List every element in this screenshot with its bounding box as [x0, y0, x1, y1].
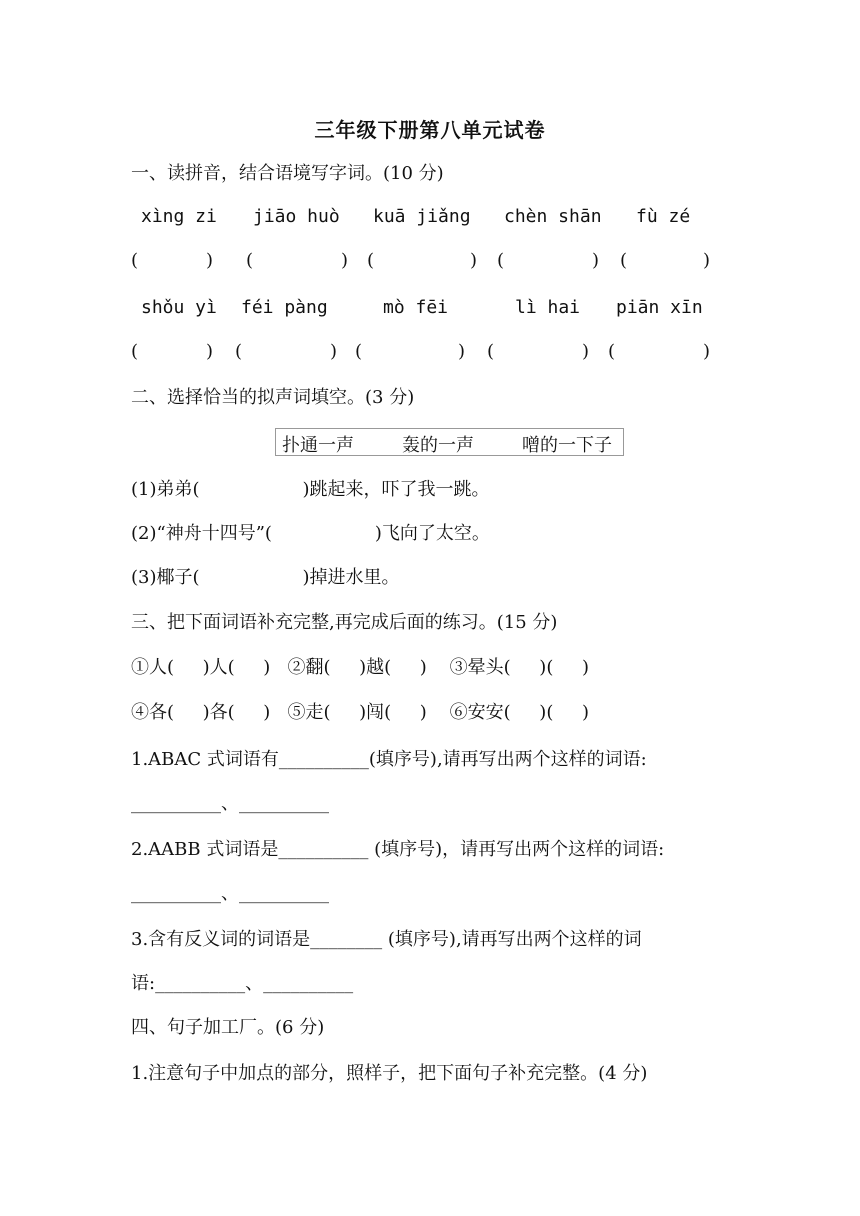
- answer-blank-9[interactable]: ( ): [487, 341, 590, 362]
- pinyin-10: piān xīn: [616, 297, 703, 318]
- section2-heading: 二、选择恰当的拟声词填空。(3 分): [131, 387, 415, 408]
- section4-heading: 四、句子加工厂。(6 分): [131, 1017, 325, 1038]
- section3-question-3-continued: 语:__________、__________: [131, 973, 354, 994]
- word-option-3: 噌的一下子: [522, 435, 612, 456]
- pinyin-9: lì hai: [515, 297, 581, 318]
- word-bank-box: [275, 428, 624, 456]
- section1-heading: 一、读拼音，结合语境写字词。(10 分): [131, 163, 444, 184]
- answer-blank-7[interactable]: ( ): [235, 341, 338, 362]
- pinyin-8: mò fēi: [383, 297, 449, 318]
- section3-word-row-1: ①人( )人( ) ②翻( )越( ) ③晕头( )( ): [131, 657, 589, 678]
- section4-question-1: 1.注意句子中加点的部分，照样子，把下面句子补充完整。(4 分): [131, 1063, 648, 1084]
- answer-blank-10[interactable]: ( ): [608, 341, 711, 362]
- answer-row-1: [131, 250, 731, 274]
- pinyin-5: fù zé: [636, 206, 691, 227]
- pinyin-row-2: [131, 297, 731, 321]
- pinyin-2: jiāo huò: [253, 206, 340, 227]
- pinyin-6: shǒu yì: [141, 297, 217, 318]
- section2-question-1: (1)弟弟( )跳起来，吓了我一跳。: [131, 479, 490, 500]
- answer-blank-6[interactable]: ( ): [131, 341, 214, 362]
- word-option-2: 轰的一声: [402, 435, 474, 456]
- word-option-1: 扑通一声: [282, 435, 354, 456]
- section3-word-row-2: ④各( )各( ) ⑤走( )闯( ) ⑥安安( )( ): [131, 702, 589, 723]
- section3-question-2-blanks: __________、__________: [131, 883, 329, 904]
- section2-question-2: (2)“神舟十四号”( )飞向了太空。: [131, 523, 490, 544]
- answer-blank-1[interactable]: ( ): [131, 250, 214, 271]
- answer-blank-4[interactable]: ( ): [497, 250, 600, 271]
- answer-blank-2[interactable]: ( ): [246, 250, 349, 271]
- section3-question-1: 1.ABAC 式词语有__________(填序号),请再写出两个这样的词语:: [131, 749, 647, 770]
- section3-question-2: 2.AABB 式词语是__________ (填序号)，请再写出两个这样的词语:: [131, 839, 665, 860]
- section3-question-1-blanks: __________、__________: [131, 793, 329, 814]
- pinyin-row-1: [131, 206, 731, 230]
- answer-blank-8[interactable]: ( ): [355, 341, 466, 362]
- pinyin-4: chèn shān: [504, 206, 602, 227]
- page-title: 三年级下册第八单元试卷: [314, 118, 546, 142]
- answer-row-2: [131, 341, 731, 365]
- answer-blank-5[interactable]: ( ): [620, 250, 711, 271]
- answer-blank-3[interactable]: ( ): [367, 250, 478, 271]
- pinyin-3: kuā jiǎng: [373, 206, 471, 227]
- pinyin-7: féi pàng: [241, 297, 328, 318]
- section3-heading: 三、把下面词语补充完整,再完成后面的练习。(15 分): [131, 612, 558, 633]
- pinyin-1: xìng zi: [141, 206, 217, 227]
- section2-question-3: (3)椰子( )掉进水里。: [131, 567, 400, 588]
- section3-question-3: 3.含有反义词的词语是________ (填序号),请再写出两个这样的词: [131, 929, 642, 950]
